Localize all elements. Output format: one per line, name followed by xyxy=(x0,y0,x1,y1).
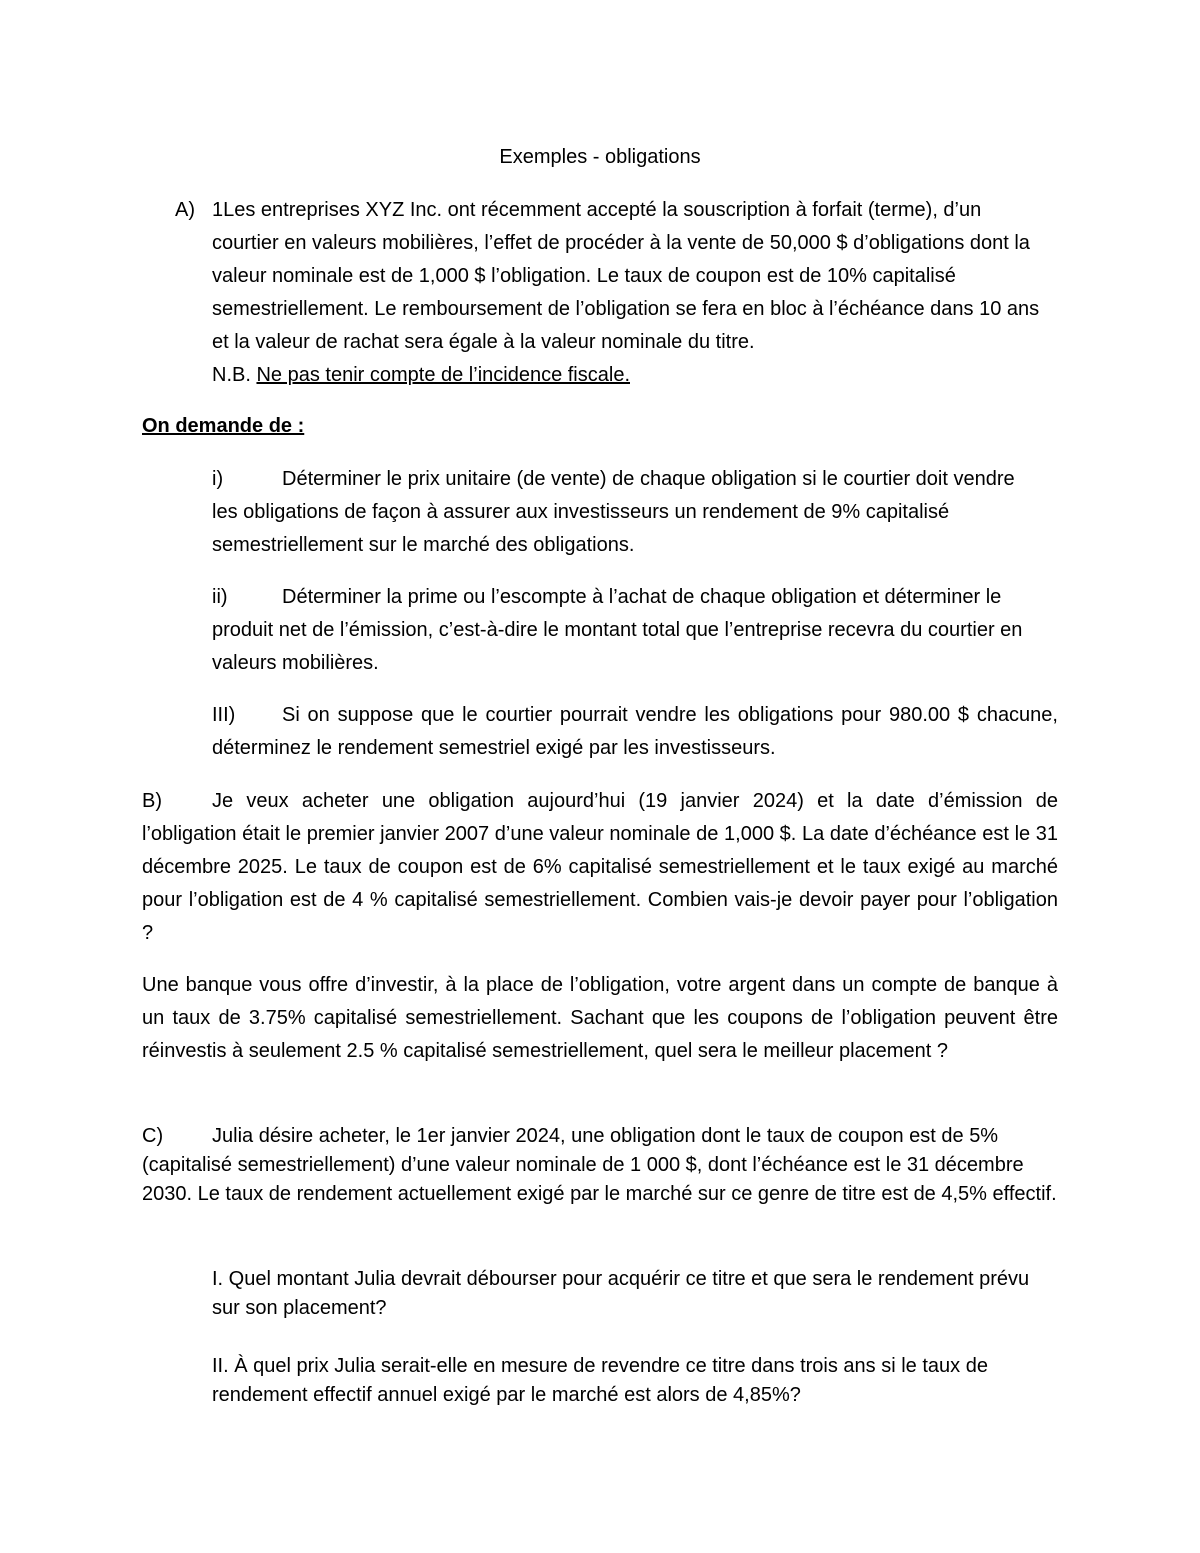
section-b-marker: B) xyxy=(142,790,162,812)
question-c-1: I. Quel montant Julia devrait débourser pour acquérir ce titre et que sera le rendement prévu sur son placement? xyxy=(212,1268,1030,1319)
section-c-text: Julia désire acheter, le 1er janvier 2024, une obligation dont le taux de coupon est de 5% (capitalisé semestriellement) d’une valeur nominale de 1 000 $, dont l’échéance est le 31 décembre 2030. Le taux de rendement actuellement exigé par le marché sur ce genre de titre est de 4,5% effectif. xyxy=(142,1125,1057,1205)
section-b-text: Je veux acheter une obligation aujourd’hui (19 janvier 2024) et la date d’émission de l’obligation était le premier janvier 2007 d’une valeur nominale de 1,000 $. La date d’échéance est le 31 décembre 2025. Le taux de coupon est de 6% capitalisé semestriellement et le taux exigé au marché pour l’obligation est de 4 % capitalisé semestriellement. Combien vais-je devoir payer pour l’obligation ? xyxy=(142,790,1058,944)
document-title: Exemples - obligations xyxy=(499,146,701,168)
question-a-2 xyxy=(212,581,1052,680)
on-demande-heading: On demande de : xyxy=(142,415,305,437)
question-text: Déterminer le prix unitaire (de vente) de chaque obligation si le courtier doit vendre les obligations de façon à assurer aux investisseurs un rendement de 9% capitalisé semestriellement sur le marché des obligations. xyxy=(212,468,1015,556)
question-a-1 xyxy=(212,463,1042,562)
nb-label: N.B. xyxy=(212,364,251,386)
question-marker: i) xyxy=(212,468,224,490)
nb-text: Ne pas tenir compte de l’incidence fiscale. xyxy=(256,364,630,386)
question-marker: ii) xyxy=(212,586,228,608)
question-c-2: II. À quel prix Julia serait-elle en mesure de revendre ce titre dans trois ans si le taux de rendement effectif annuel exigé par le marché est alors de 4,85%? xyxy=(212,1355,988,1406)
section-b-followup: Une banque vous offre d’investir, à la place de l’obligation, votre argent dans un compte de banque à un taux de 3.75% capitalisé semestriellement. Sachant que les coupons de l’obligation peuvent être réinvestis à seulement 2.5 % capitalisé semestriellement, quel sera le meilleur placement ? xyxy=(142,974,1058,1062)
question-marker: III) xyxy=(212,704,236,726)
section-a-marker: A) xyxy=(175,199,195,221)
question-a-3 xyxy=(212,699,1058,765)
section-b xyxy=(142,785,1058,950)
section-a-body: 1Les entreprises XYZ Inc. ont récemment accepté la souscription à forfait (terme), d’un courtier en valeurs mobilières, l’effet de procéder à la vente de 50,000 $ d’obligations dont la valeur nominale est de 1,000 $ l’obligation. Le taux de coupon est de 10% capitalisé semestriellement. Le remboursement de l’obligation se fera en bloc à l’échéance dans 10 ans et la valeur de rachat sera égale à la valeur nominale du titre. xyxy=(212,199,1040,353)
section-c xyxy=(142,1122,1062,1209)
section-c-marker: C) xyxy=(142,1125,164,1147)
question-text: Déterminer la prime ou l’escompte à l’achat de chaque obligation et déterminer le produit net de l’émission, c’est-à-dire le montant total que l’entreprise recevra du courtier en valeurs mobilières. xyxy=(212,586,1023,674)
section-a-text xyxy=(212,194,1042,392)
question-text: Si on suppose que le courtier pourrait vendre les obligations pour 980.00 $ chacune, déterminez le rendement semestriel exigé par les investisseurs. xyxy=(212,704,1058,759)
